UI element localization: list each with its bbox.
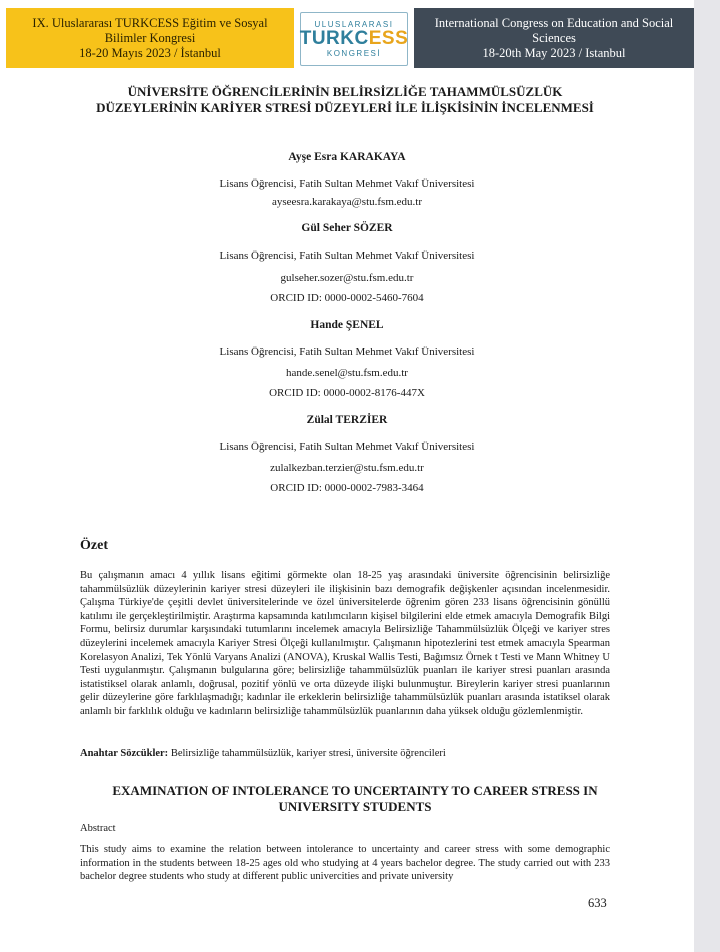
author-email: gulseher.sozer@stu.fsm.edu.tr	[280, 272, 414, 284]
logo-frame	[300, 12, 408, 66]
logo-main-b: ESS	[368, 28, 409, 49]
logo-top-text: ULUSLARARASI	[314, 20, 394, 29]
author-name: Zülal TERZİER	[306, 414, 388, 426]
author-orcid: ORCID ID: 0000-0002-5460-7604	[270, 292, 424, 304]
author-affiliation: Lisans Öğrencisi, Fatih Sultan Mehmet Vakıf Üniversitesi	[219, 250, 475, 262]
author-name: Hande ŞENEL	[310, 319, 384, 331]
keywords-text: Belirsizliğe tahammülsüzlük, kariyer stresi, üniversite öğrencileri	[168, 748, 446, 759]
header-right-banner	[414, 8, 694, 68]
header-left-line2: Bilimler Kongresi	[104, 30, 196, 45]
header-right-line2: Sciences	[532, 30, 576, 45]
author-affiliation: Lisans Öğrencisi, Fatih Sultan Mehmet Vakıf Üniversitesi	[219, 441, 475, 453]
abstract-text: This study aims to examine the relation between intolerance to uncertainty and career stress with some demographic information in the students between 18-25 ages old who studying at 4 years bachelor degree. The study carried out with 233 bachelor degree students who study at different public univercities and private university	[80, 844, 610, 883]
abstract-heading: Abstract	[80, 823, 116, 834]
header-left-line1: IX. Uluslararası TURKCESS Eğitim ve Sosyal	[32, 15, 268, 30]
header-right-line1: International Congress on Education and Social	[434, 15, 674, 30]
english-title: EXAMINATION OF INTOLERANCE TO UNCERTAINTY TO CAREER STRESS IN UNIVERSITY STUDENTS	[112, 783, 598, 814]
author-email: zulalkezban.terzier@stu.fsm.edu.tr	[270, 462, 424, 474]
ozet-heading: Özet	[80, 538, 108, 553]
author-name: Ayşe Esra KARAKAYA	[288, 151, 406, 163]
page-number: 633	[588, 896, 607, 910]
header-left-banner	[6, 8, 294, 68]
author-email: hande.senel@stu.fsm.edu.tr	[286, 367, 408, 379]
ozet-text: Bu çalışmanın amacı 4 yıllık lisans eğitimi görmekte olan 18-25 yaş arasındaki üniversite öğrencisinin belirsizliğe tahammülsüzlük düzeylerinin kariyer stresi düzeyleri ile ilişkisinin bazı demografik değişkenler açısından incelenmesidir. Çalışma Türkiye'de çeşitli devlet üniversitelerinde ve özel üniversitelerde öğrenim gören 233 lisans öğrencisinin gönüllü katılımı ile gerçekleştirilmiştir. Araştırma kapsamında katılımcıların kişisel bilgilerini elde etmek amacıyla Demografik Bilgi Formu, belirsiz durumlar karşısındaki tutumlarını incelemek amacıyla Belirsizliğe Tahammülsüzlük Ölçeği ve kariyer stres düzeylerini incelemek amacıyla Kariyer Stresi Ölçeği kullanılmıştır. Çalışmanın hipotezlerini test etmek amacıyla Spearman Korelasyon Analizi, Tek Yönlü Varyans Analizi (ANOVA), Kruskal Wallis Testi, Bağımsız Örnek t Testi ve Mann Whitney U Testi uygulanmıştır. Çalışmanın bulgularına göre; belirsizliğe tahammülsüzlük puanları ile kariyer stresi puanları arasında istatistiksel olarak anlamlı, doğrusal, pozitif yönlü ve orta düzeyde ilişki bulunmuştur. Bireylerin kariyer stresi puanlarının gelir düzeylerine göre farklılaşmadığı; kadınlar ile erkeklerin belirsizliğe tahammülsüzlük puanları arasında istatiksel olarak anlamlı bir farklılık olduğu ve kadınların belirsizliğe tahammülsüzlük puanlarının daha yüksek olduğu gözlemlenmiştir.	[80, 570, 610, 717]
logo-main-a: TURKC	[299, 28, 369, 49]
header-right-line3: 18-20th May 2023 / Istanbul	[482, 45, 626, 60]
author-email: ayseesra.karakaya@stu.fsm.edu.tr	[271, 196, 422, 208]
viewer-side-strip	[694, 0, 720, 952]
logo-main-text	[300, 29, 409, 49]
author-name: Gül Seher SÖZER	[301, 222, 393, 234]
author-affiliation: Lisans Öğrencisi, Fatih Sultan Mehmet Vakıf Üniversitesi	[219, 346, 475, 358]
author-orcid: ORCID ID: 0000-0002-8176-447X	[269, 387, 425, 399]
author-affiliation: Lisans Öğrencisi, Fatih Sultan Mehmet Vakıf Üniversitesi	[219, 178, 475, 190]
keywords-label: Anahtar Sözcükler:	[80, 748, 169, 759]
keywords	[80, 748, 610, 759]
turkcess-logo	[298, 10, 410, 68]
logo-bottom-text: KONGRESİ	[326, 49, 382, 58]
author-orcid: ORCID ID: 0000-0002-7983-3464	[270, 482, 424, 494]
paper-title: ÜNİVERSİTE ÖĞRENCİLERİNİN BELİRSİZLİĞE TAHAMMÜLSÜZLÜK DÜZEYLERİNİN KARİYER STRESİ DÜZEYLERİ İLE İLİŞKİSİNİN İNCELENMESİ	[96, 84, 594, 115]
header-left-line3: 18-20 Mayıs 2023 / İstanbul	[79, 45, 221, 60]
